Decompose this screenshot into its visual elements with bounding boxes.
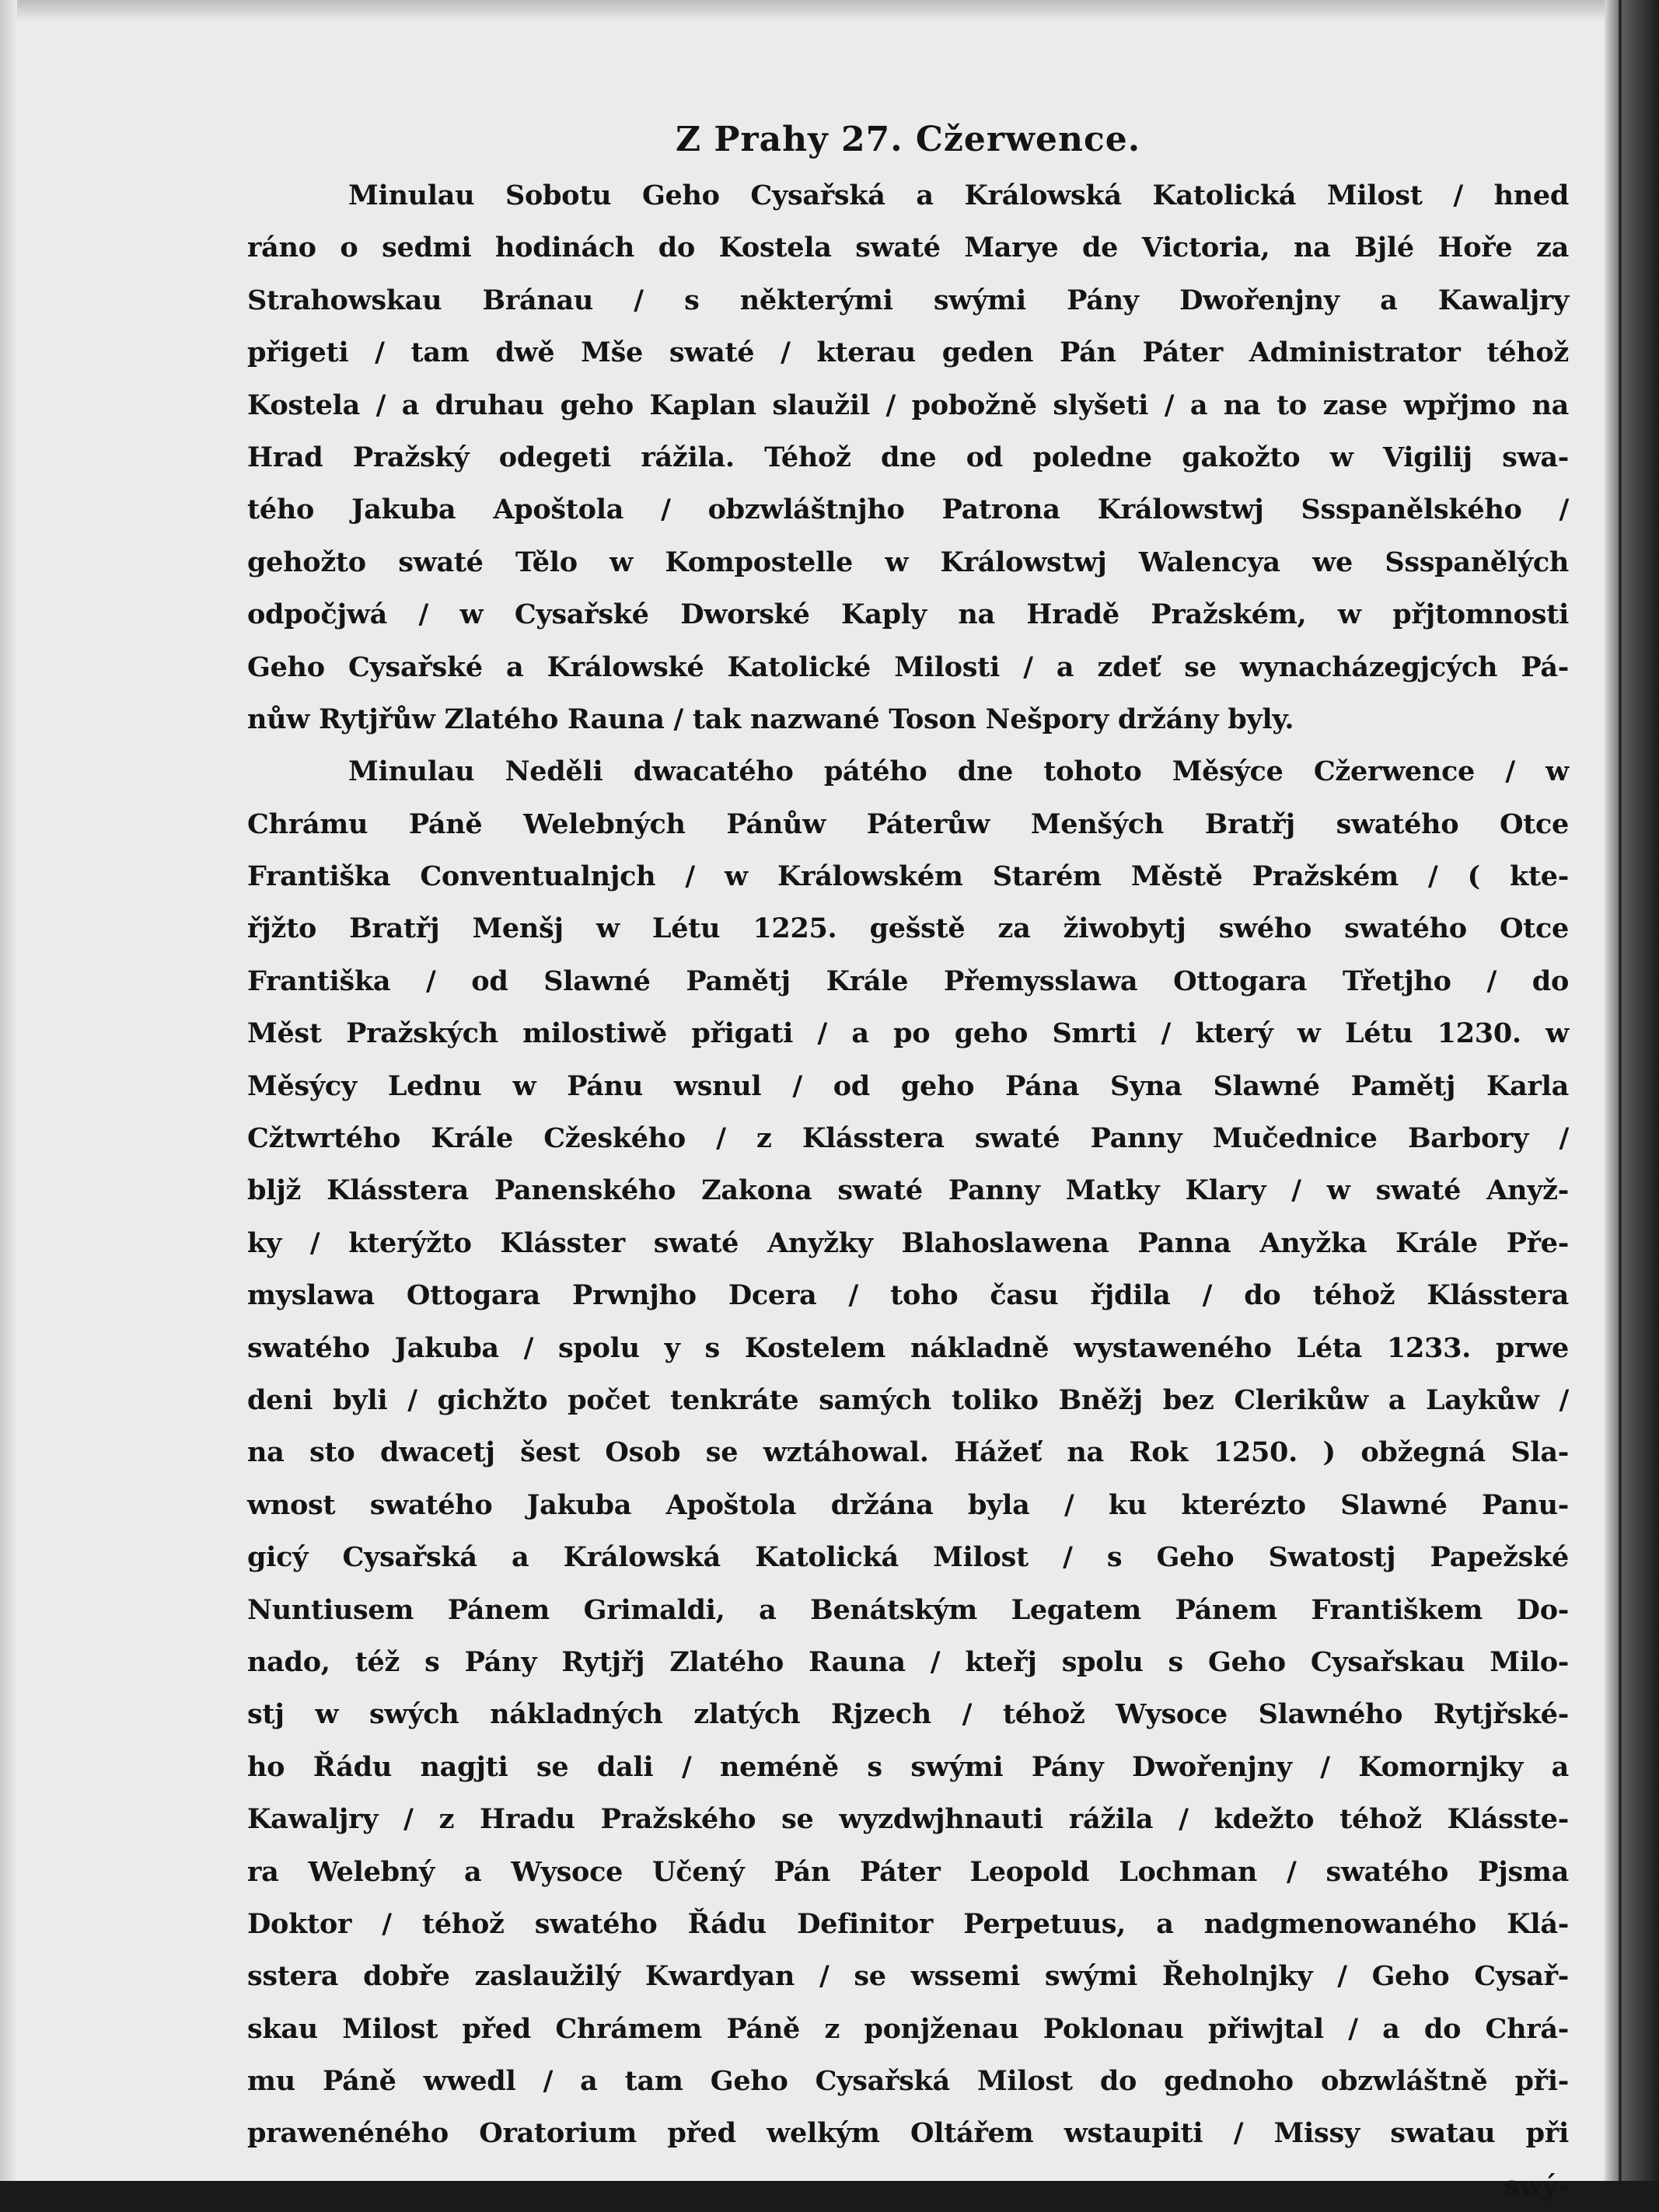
text-line: Měst Pražských milostiwě přigati / a po geho Smrti / který w Létu 1230. w [247,1017,1569,1050]
text-line: Minulau Neděli dwacatého pátého dne tohoto Měsýce Cžerwence / w [348,755,1569,788]
text-line: Doktor / téhož swatého Řádu Definitor Perpetuus, a nadgmenowaného Klá- [247,1907,1569,1940]
page-binding-edge [1605,0,1659,2181]
page-edge-line [1619,0,1622,2181]
text-line: myslawa Ottogara Prwnjho Dcera / toho času řjdila / do téhož Klásstera [247,1279,1569,1312]
dateline-heading: Z Prahy 27. Cžerwence. [675,120,1141,159]
page-left-edge [0,0,17,2181]
text-line: Kawaljry / z Hradu Pražského se wyzdwjhnauti rážila / kdežto téhož Klásste- [247,1803,1569,1836]
text-line: ra Welebný a Wysoce Učený Pán Páter Leopold Lochman / swatého Pjsma [247,1855,1569,1888]
text-line: prawenéného Oratorium před welkým Oltářem wstaupiti / Missy swatau při [247,2117,1569,2150]
text-line: gicý Cysařská a Králowská Katolická Milost / s Geho Swatostj Papežské [247,1541,1569,1574]
text-line: nado, též s Pány Rytjřj Zlatého Rauna / kteřj spolu s Geho Cysařskau Milo- [247,1645,1569,1678]
text-line: Františka Conventualnjch / w Králowském Starém Městě Pražském / ( kte- [247,860,1569,893]
text-line: skau Milost před Chrámem Páně z ponjženau Poklonau přiwjtal / a do Chrá- [247,2012,1569,2045]
text-line: ráno o sedmi hodinách do Kostela swaté Marye de Victoria, na Bjlé Hoře za [247,232,1569,264]
text-line: řjžto Bratřj Menšj w Létu 1225. gešstě za žiwobytj swého swatého Otce [247,912,1569,945]
text-line: Nuntiusem Pánem Grimaldi, a Benátským Legatem Pánem Františkem Do- [247,1593,1569,1626]
text-line: wnost swatého Jakuba Apoštola držána byla / ku kterézto Slawné Panu- [247,1488,1569,1521]
text-line: odpočjwá / w Cysařské Dworské Kaply na Hradě Pražském, w přjtomnosti [247,598,1569,631]
text-line: Františka / od Slawné Pamětj Krále Přemysslawa Ottogara Třetjho / do [247,965,1569,997]
page-top-edge [0,0,1659,22]
text-line: deni byli / gichžto počet tenkráte samých toliko Bněžj bez Clerikůw a Laykůw / [247,1383,1569,1416]
text-line: stj w swých nákladných zlatých Rjzech / téhož Wysoce Slawného Rytjřské- [247,1698,1569,1731]
text-line: ho Řádu nagjti se dali / neméně s swými Pány Dwořenjny / Komornjky a [247,1750,1569,1783]
text-line: Měsýcy Lednu w Pánu wsnul / od geho Pána Syna Slawné Pamětj Karla [247,1069,1569,1102]
text-line: sstera dobře zaslaužilý Kwardyan / se wssemi swými Řeholnjky / Geho Cysař- [247,1960,1569,1993]
text-line: Geho Cysařské a Králowské Katolické Milosti / a zdeť se wynacházegjcých Pá- [247,651,1569,683]
text-line: nůw Rytjřůw Zlatého Rauna / tak nazwané Toson Nešpory držány byly. [247,703,1294,735]
text-line: tého Jakuba Apoštola / obzwláštnjho Patrona Králowstwj Ssspanělského / [247,494,1569,526]
text-line: ky / kterýžto Klásster swaté Anyžky Blahoslawena Panna Anyžka Krále Pře- [247,1226,1569,1259]
text-line: swatého Jakuba / spolu y s Kostelem nákladně wystaweného Léta 1233. prwe [247,1331,1569,1364]
text-line: přigeti / tam dwě Mše swaté / kterau geden Pán Páter Administrator téhož [247,337,1569,369]
catchword: swý- [1504,2169,1569,2202]
text-line: Minulau Sobotu Geho Cysařská a Králowská Katolická Milost / hned [348,180,1569,211]
text-line: blјž Klásstera Panenského Zakona swaté Panny Matky Klary / w swaté Anyž- [247,1174,1569,1207]
article-body [247,117,1569,2212]
text-line: Chrámu Páně Welebných Pánůw Páterůw Menšých Bratřj swatého Otce [247,808,1569,840]
text-line: gehožto swaté Tělo w Kompostelle w Králowstwj Walencya we Ssspanělých [247,546,1569,578]
text-line: Hrad Pražský odegeti rážila. Téhož dne od poledne gakožto w Vigilij swa- [247,441,1569,473]
text-line: Cžtwrtého Krále Cžeského / z Klásstera swaté Panny Mučednice Barbory / [247,1122,1569,1155]
text-line: Kostela / a druhau geho Kaplan slaužil / pobožně slyšeti / a na to zase wpřjmo na [247,389,1569,421]
text-line: na sto dwacetj šest Osob se wztáhowal. Hážeť na Rok 1250. ) obžegná Sla- [247,1436,1569,1469]
text-line: Strahowskau Bránau / s některými swými Pány Dwořenjny a Kawaljry [247,284,1569,316]
text-line: mu Páně wwedl / a tam Geho Cysařská Milost do gednoho obzwláštně při- [247,2065,1569,2098]
